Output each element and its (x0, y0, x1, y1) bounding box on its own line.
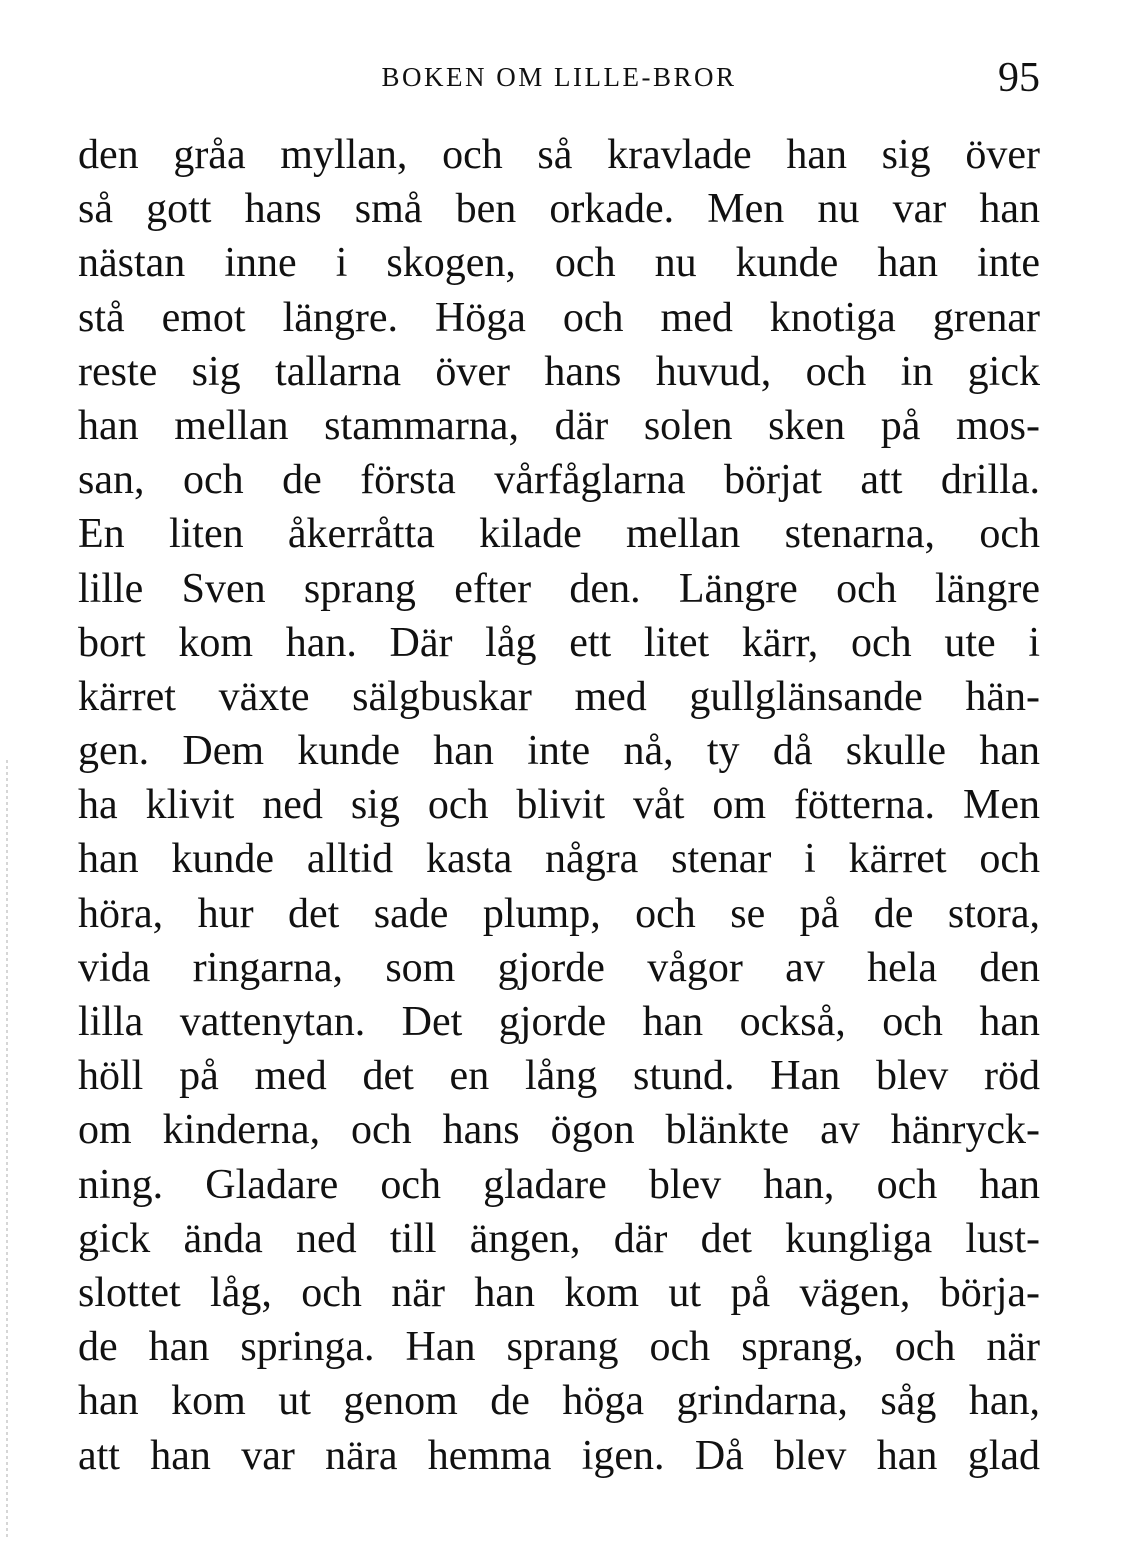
text-line: bort kom han. Där låg ett litet kärr, och ute i (78, 619, 1040, 666)
text-line: han kunde alltid kasta några stenar i kärret och (78, 836, 1040, 883)
text-line: stå emot längre. Höga och med knotiga grenar (78, 294, 1040, 341)
text-line: höra, hur det sade plump, och se på de stora, (78, 890, 1040, 937)
text-line: han mellan stammarna, där solen sken på mos- (78, 402, 1040, 449)
text-line: san, och de första vårfåglarna börjat att drilla. (78, 457, 1040, 504)
text-line: gick ända ned till ängen, där det kungliga lust- (78, 1215, 1040, 1262)
text-line: den gråa myllan, och så kravlade han sig över (78, 132, 1040, 178)
scan-margin-artifact (6, 760, 8, 1540)
text-line: En liten åkerråtta kilade mellan stenarna, och (78, 511, 1040, 558)
body-text (78, 128, 1040, 1483)
text-line: lilla vattenytan. Det gjorde han också, och han (78, 999, 1040, 1045)
text-line: så gott hans små ben orkade. Men nu var han (78, 186, 1040, 233)
text-line: de han springa. Han sprang och sprang, och när (78, 1324, 1040, 1371)
running-title: BOKEN OM LILLE-BROR (381, 62, 737, 92)
text-line: lille Sven sprang efter den. Längre och längre (78, 565, 1040, 612)
text-line: ha klivit ned sig och blivit våt om fötterna. Men (78, 782, 1040, 829)
text-line: gen. Dem kunde han inte nå, ty då skulle han (78, 728, 1040, 775)
text-line: nästan inne i skogen, och nu kunde han inte (78, 240, 1040, 287)
text-line: vida ringarna, som gjorde vågor av hela den (78, 944, 1040, 991)
text-line: kärret växte sälgbuskar med gullglänsande hän- (78, 673, 1040, 720)
text-line: reste sig tallarna över hans huvud, och in gick (78, 348, 1040, 395)
running-head (78, 55, 1040, 104)
text-line: slottet låg, och när han kom ut på vägen, börja- (78, 1269, 1040, 1316)
text-line: han kom ut genom de höga grindarna, såg han, (78, 1378, 1040, 1425)
text-line: om kinderna, och hans ögon blänkte av hänryck- (78, 1107, 1040, 1154)
text-line: höll på med det en lång stund. Han blev röd (78, 1053, 1040, 1100)
page-number: 95 (998, 55, 1040, 101)
text-line: ning. Gladare och gladare blev han, och han (78, 1161, 1040, 1208)
text-line: att han var nära hemma igen. Då blev han glad (78, 1432, 1040, 1479)
